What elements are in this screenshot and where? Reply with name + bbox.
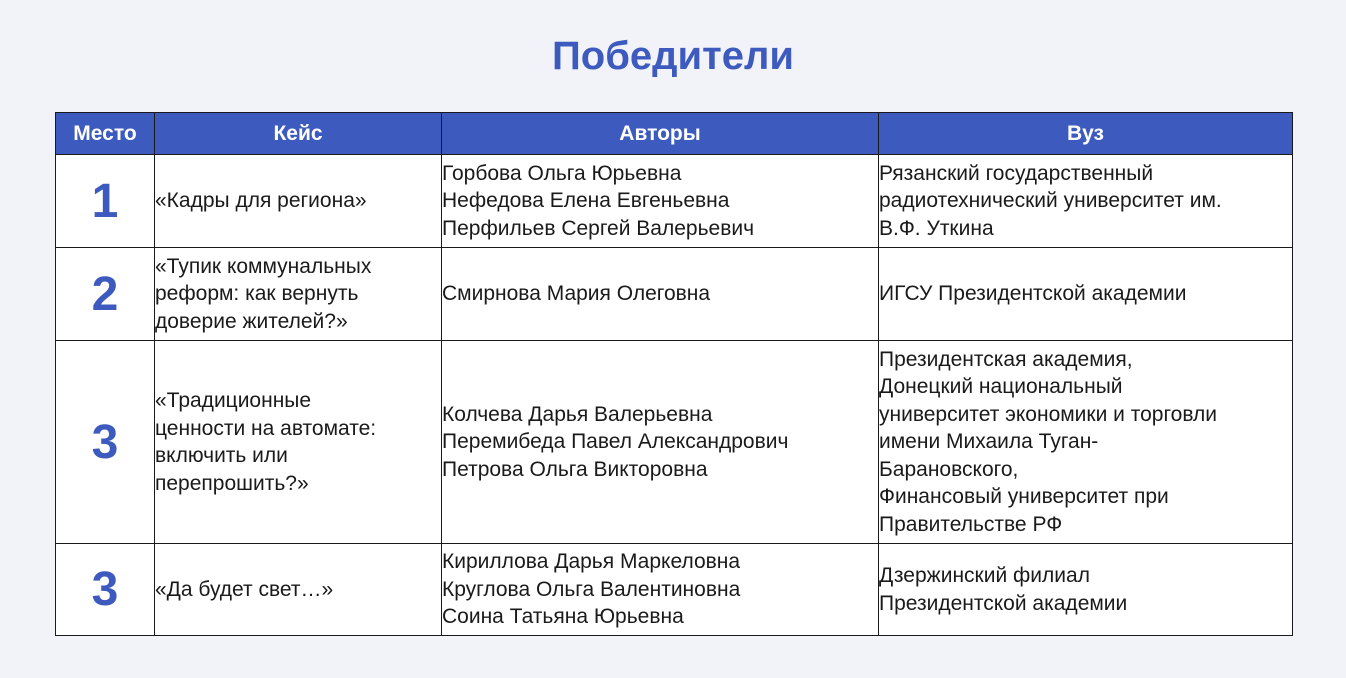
case-line: ценности на автомате:	[155, 416, 377, 440]
university-cell	[879, 248, 1293, 341]
author-line: Кириллова Дарья Маркеловна	[442, 550, 741, 574]
case-line: «Традиционные	[155, 389, 312, 412]
case-line: «Кадры для региона»	[155, 189, 367, 213]
case-line: перепрошить?»	[155, 471, 309, 495]
column-header-case: Кейс	[155, 113, 442, 155]
author-line: Круглова Ольга Валентиновна	[442, 577, 741, 601]
authors-cell	[442, 544, 879, 636]
university-line: Рязанский государственный	[879, 161, 1154, 185]
authors-cell	[442, 155, 879, 248]
place-cell: 3	[56, 544, 155, 636]
author-line: Петрова Ольга Викторовна	[442, 457, 708, 481]
place-cell: 1	[56, 155, 155, 248]
authors-cell	[442, 341, 879, 544]
case-cell	[155, 248, 442, 341]
university-cell	[879, 341, 1293, 544]
place-cell: 3	[56, 341, 155, 544]
university-line: Финансовый университет при	[879, 485, 1169, 509]
table-header-row	[56, 113, 1293, 155]
author-line: Горбова Ольга Юрьевна	[442, 161, 682, 185]
case-line: доверие жителей?»	[155, 309, 348, 333]
table-row	[56, 248, 1293, 341]
case-cell	[155, 341, 442, 544]
author-line: Перфильев Сергей Валерьевич	[442, 216, 755, 240]
university-line: университет экономики и торговли	[879, 402, 1218, 426]
author-line: Перемибеда Павел Александрович	[442, 430, 789, 454]
table-row	[56, 341, 1293, 544]
university-line: Правительстве РФ	[879, 512, 1063, 536]
university-line: В.Ф. Уткина	[879, 216, 994, 240]
university-line: Барановского,	[879, 457, 1019, 481]
authors-cell	[442, 248, 879, 341]
column-header-authors: Авторы	[442, 113, 879, 155]
page-title: Победители	[552, 34, 794, 78]
university-line: радиотехнический университет им.	[879, 189, 1222, 213]
case-line: реформ: как вернуть	[155, 282, 359, 306]
university-line: Дзержинский филиал	[879, 564, 1090, 587]
table-row	[56, 155, 1293, 248]
author-line: Смирнова Мария Олеговна	[442, 282, 711, 306]
author-line: Нефедова Елена Евгеньевна	[442, 189, 730, 213]
university-line: Президентской академии	[879, 591, 1128, 615]
case-line: включить или	[155, 444, 288, 467]
university-line: Президентская академия,	[879, 347, 1133, 371]
university-cell	[879, 155, 1293, 248]
author-line: Соина Татьяна Юрьевна	[442, 605, 684, 629]
table-row	[56, 544, 1293, 636]
case-cell	[155, 544, 442, 636]
case-cell	[155, 155, 442, 248]
case-line: «Тупик коммунальных	[155, 254, 372, 278]
university-line: Донецкий национальный	[879, 375, 1123, 399]
university-cell	[879, 544, 1293, 636]
university-line: ИГСУ Президентской академии	[879, 282, 1187, 306]
winners-table	[55, 112, 1293, 636]
column-header-place: Место	[56, 113, 155, 155]
column-header-university: Вуз	[879, 113, 1293, 155]
case-line: «Да будет свет…»	[155, 577, 334, 601]
university-line: имени Михаила Туган-	[879, 430, 1099, 454]
place-cell: 2	[56, 248, 155, 341]
author-line: Колчева Дарья Валерьевна	[442, 402, 713, 426]
